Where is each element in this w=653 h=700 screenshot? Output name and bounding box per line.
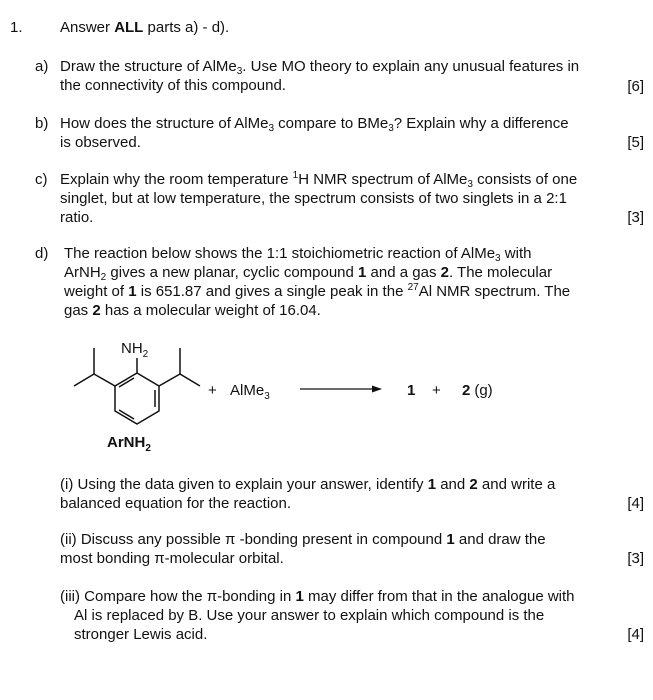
compound-1-ref: 1 bbox=[427, 476, 437, 493]
part-a-text-cont: . Use MO theory to explain any unusual features in bbox=[242, 58, 580, 75]
compound-1-ref: 1 bbox=[446, 531, 455, 548]
part-c-line2: singlet, but at low temperature, the spectrum consists of two singlets in a 2:1 bbox=[60, 190, 567, 207]
arnh2-structure bbox=[74, 348, 200, 424]
compound-1-ref: 1 bbox=[358, 264, 367, 281]
isopropyl-bond bbox=[74, 374, 94, 386]
part-d-text-mid: is 651.87 and gives a single peak in the bbox=[136, 283, 408, 300]
isopropyl-bond bbox=[159, 374, 180, 386]
part-d-text-end: Al NMR spectrum. The bbox=[418, 283, 571, 300]
subpart-iii-text-end: may differ from that in the analogue with bbox=[303, 588, 575, 605]
isopropyl-bond bbox=[94, 374, 115, 386]
product-1: 1 bbox=[407, 382, 416, 399]
subpart-ii-text: (ii) Discuss any possible π -bonding present in compound bbox=[60, 531, 447, 548]
part-c-marks: [3] bbox=[627, 209, 644, 226]
part-a-marks: [6] bbox=[627, 78, 644, 95]
part-b-line1 bbox=[60, 114, 569, 133]
part-d-line3 bbox=[64, 282, 570, 301]
plus-sign: + bbox=[432, 382, 441, 399]
subpart-i-text-mid: and bbox=[436, 476, 470, 493]
part-a-line2: the connectivity of this compound. bbox=[60, 77, 286, 94]
part-d-text-mid2: and a gas bbox=[366, 264, 441, 281]
part-d-line1 bbox=[64, 244, 531, 263]
part-b-line2: is observed. bbox=[60, 134, 141, 151]
superscript: 1 bbox=[292, 170, 299, 181]
superscript: 27 bbox=[407, 282, 419, 293]
compound-2-ref: 2 bbox=[440, 264, 449, 281]
compound-1-ref: 1 bbox=[128, 283, 137, 300]
part-b-text: How does the structure of AlMe bbox=[60, 115, 269, 132]
part-d-text-mid: gives a new planar, cyclic compound bbox=[106, 264, 359, 281]
subscript: 3 bbox=[388, 123, 394, 134]
part-d-text: ArNH bbox=[64, 264, 101, 281]
subscript: 2 bbox=[100, 272, 107, 283]
nh2-label: $NH_2$ bbox=[121, 340, 149, 360]
compound-2-ref: 2 bbox=[469, 476, 478, 493]
question-number: 1. bbox=[10, 19, 23, 36]
intro-text: Answer bbox=[60, 19, 115, 36]
subpart-iii-line3: stronger Lewis acid. bbox=[74, 626, 208, 643]
part-c-text-end: consists of one bbox=[472, 171, 578, 188]
part-d-text: gas bbox=[64, 302, 93, 319]
intro-bold: ALL bbox=[114, 19, 144, 36]
part-a-text: Draw the structure of AlMe bbox=[60, 58, 237, 75]
part-a-label: a) bbox=[35, 58, 49, 75]
subpart-ii-marks: [3] bbox=[627, 550, 644, 567]
subpart-i-text: (i) Using the data given to explain your answer, identify bbox=[60, 476, 428, 493]
part-b-text-end: ? Explain why a difference bbox=[393, 115, 569, 132]
subscript: 3 bbox=[495, 253, 501, 264]
part-a-line1 bbox=[60, 57, 579, 76]
part-d-line4 bbox=[64, 301, 321, 320]
reaction-arrow bbox=[300, 386, 382, 393]
isopropyl-bond bbox=[180, 374, 200, 386]
intro-text-end: parts a) - d). bbox=[143, 19, 230, 36]
part-c-line3: ratio. bbox=[60, 209, 94, 226]
part-c-text: Explain why the room temperature bbox=[60, 171, 293, 188]
compound-2-ref: 2 bbox=[92, 302, 101, 319]
reaction-scheme bbox=[0, 335, 653, 465]
part-d-label: d) bbox=[35, 245, 49, 262]
part-d-text: The reaction below shows the 1:1 stoichiometric reaction of AlMe bbox=[64, 245, 496, 262]
part-b-text-mid: compare to BMe bbox=[274, 115, 389, 132]
part-b-label: b) bbox=[35, 115, 49, 132]
subpart-ii-line1 bbox=[60, 530, 546, 549]
part-d-text-end: . The molecular bbox=[448, 264, 553, 281]
part-c-line1 bbox=[60, 170, 577, 189]
part-c-text-mid: H NMR spectrum of AlMe bbox=[298, 171, 468, 188]
subpart-ii-line2: most bonding π-molecular orbital. bbox=[60, 550, 284, 567]
reagent-almet3: AlMe$_3$ bbox=[230, 382, 270, 402]
benzene-ring bbox=[115, 373, 159, 424]
subscript: 3 bbox=[236, 66, 243, 77]
subpart-iii-marks: [4] bbox=[627, 626, 644, 643]
part-c-label: c) bbox=[35, 171, 48, 188]
subscript: 3 bbox=[467, 179, 473, 190]
subpart-iii-line1 bbox=[60, 587, 575, 606]
subpart-i-marks: [4] bbox=[627, 495, 644, 512]
subpart-iii-line2: Al is replaced by B. Use your answer to explain which compound is the bbox=[74, 607, 545, 624]
subpart-i-line2: balanced equation for the reaction. bbox=[60, 495, 291, 512]
part-d-text: weight of bbox=[64, 283, 129, 300]
arnh2-caption: ArNH$_2$ bbox=[107, 434, 151, 454]
part-d-text-end: with bbox=[500, 245, 532, 262]
subpart-i-text-end: and write a bbox=[477, 476, 556, 493]
subpart-ii-text-end: and draw the bbox=[454, 531, 546, 548]
part-b-marks: [5] bbox=[627, 134, 644, 151]
subpart-i-line1 bbox=[60, 475, 555, 494]
part-d-line2 bbox=[64, 263, 552, 282]
subscript: 3 bbox=[268, 123, 274, 134]
product-2: 2 (g) bbox=[462, 382, 493, 399]
subpart-iii-text: (iii) Compare how the π-bonding in bbox=[60, 588, 296, 605]
compound-1-ref: 1 bbox=[295, 588, 304, 605]
part-d-text-end: has a molecular weight of 16.04. bbox=[100, 302, 321, 319]
question-intro bbox=[60, 18, 229, 37]
plus-sign: + bbox=[208, 382, 217, 399]
